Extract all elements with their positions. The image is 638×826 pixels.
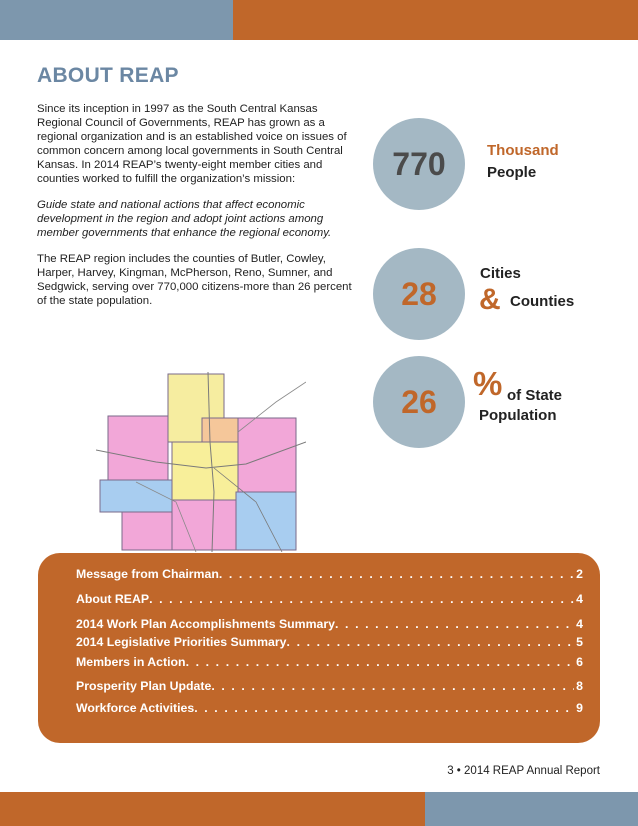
stat-circle-percent bbox=[373, 356, 465, 448]
bottom-orange-bar bbox=[0, 792, 425, 826]
toc-entry-page: 4 bbox=[576, 617, 583, 631]
percent-symbol: % bbox=[473, 365, 503, 402]
stat-label-population: Population bbox=[479, 407, 557, 424]
mission-statement: Guide state and national actions that affect economic development in the region and adopt joint actions among member governments that enhance the regional economy. bbox=[37, 199, 332, 239]
toc-entry[interactable] bbox=[76, 655, 583, 669]
ampersand-symbol: & bbox=[479, 283, 501, 316]
toc-entry[interactable] bbox=[76, 679, 583, 693]
toc-leader-dots bbox=[219, 567, 574, 581]
toc-entry[interactable] bbox=[76, 617, 583, 631]
toc-entry[interactable] bbox=[76, 592, 583, 606]
toc-entry-page: 9 bbox=[576, 701, 583, 715]
stat-label-of-state: of State bbox=[507, 387, 563, 404]
stat-label-people: People bbox=[487, 164, 537, 181]
toc-entry-title: Message from Chairman bbox=[76, 567, 219, 581]
toc-entry-title: Workforce Activities bbox=[76, 701, 195, 715]
toc-entry[interactable] bbox=[76, 567, 583, 581]
top-orange-bar bbox=[233, 0, 638, 40]
toc-entry-page: 6 bbox=[576, 655, 583, 669]
toc-entry-page: 5 bbox=[576, 635, 583, 649]
toc-entry-page: 4 bbox=[576, 592, 583, 606]
stat-circle-members bbox=[373, 248, 465, 340]
toc-entry-title: Prosperity Plan Update bbox=[76, 679, 212, 693]
intro-paragraph-1: Since its inception in 1997 as the South Central Kansas Regional Council of Governments, REAP has grown as a regional organization and is an established voice on issues of common concern among local governments in South Central Kansas. In 2014 REAP’s twenty-eight member cities and counties worked to fulfill the organization’s mission: bbox=[37, 103, 347, 185]
stat-label-cities: Cities bbox=[480, 265, 521, 282]
toc-entry-title: 2014 Work Plan Accomplishments Summary bbox=[76, 617, 336, 631]
toc-entry-page: 8 bbox=[576, 679, 583, 693]
stat-number-members: 28 bbox=[401, 275, 437, 312]
intro-text bbox=[37, 102, 359, 320]
toc-entry-title: Members in Action bbox=[76, 655, 186, 669]
toc-leader-dots bbox=[211, 679, 574, 693]
toc-entry-title: 2014 Legislative Priorities Summary bbox=[76, 635, 287, 649]
toc-entry[interactable] bbox=[76, 635, 583, 649]
stat-number-percent: 26 bbox=[401, 383, 437, 420]
top-blue-bar bbox=[0, 0, 233, 40]
toc-leader-dots bbox=[149, 592, 574, 606]
toc-leader-dots bbox=[194, 701, 574, 715]
page-footer: 3 • 2014 REAP Annual Report bbox=[447, 765, 600, 777]
bottom-blue-bar bbox=[425, 792, 638, 826]
toc-entry[interactable] bbox=[76, 701, 583, 715]
intro-paragraph-2: The REAP region includes the counties of Butler, Cowley, Harper, Harvey, Kingman, McPherson, Reno, Sumner, and Sedgwick, serving over 770,000 citizens-more than 26 percent of the state population. bbox=[37, 253, 352, 307]
page-title: ABOUT REAP bbox=[37, 64, 179, 87]
stat-label-counties: Counties bbox=[510, 293, 575, 310]
toc-leader-dots bbox=[335, 617, 574, 631]
stat-number-population: 770 bbox=[392, 145, 446, 182]
toc-leader-dots bbox=[186, 655, 575, 669]
toc-leader-dots bbox=[287, 635, 575, 649]
region-map-image bbox=[96, 372, 306, 552]
stat-circle-population bbox=[373, 118, 465, 210]
toc-entry-title: About REAP bbox=[76, 592, 150, 606]
table-of-contents bbox=[38, 553, 600, 743]
stat-label-thousand: Thousand bbox=[487, 142, 559, 159]
toc-entry-page: 2 bbox=[576, 567, 583, 581]
